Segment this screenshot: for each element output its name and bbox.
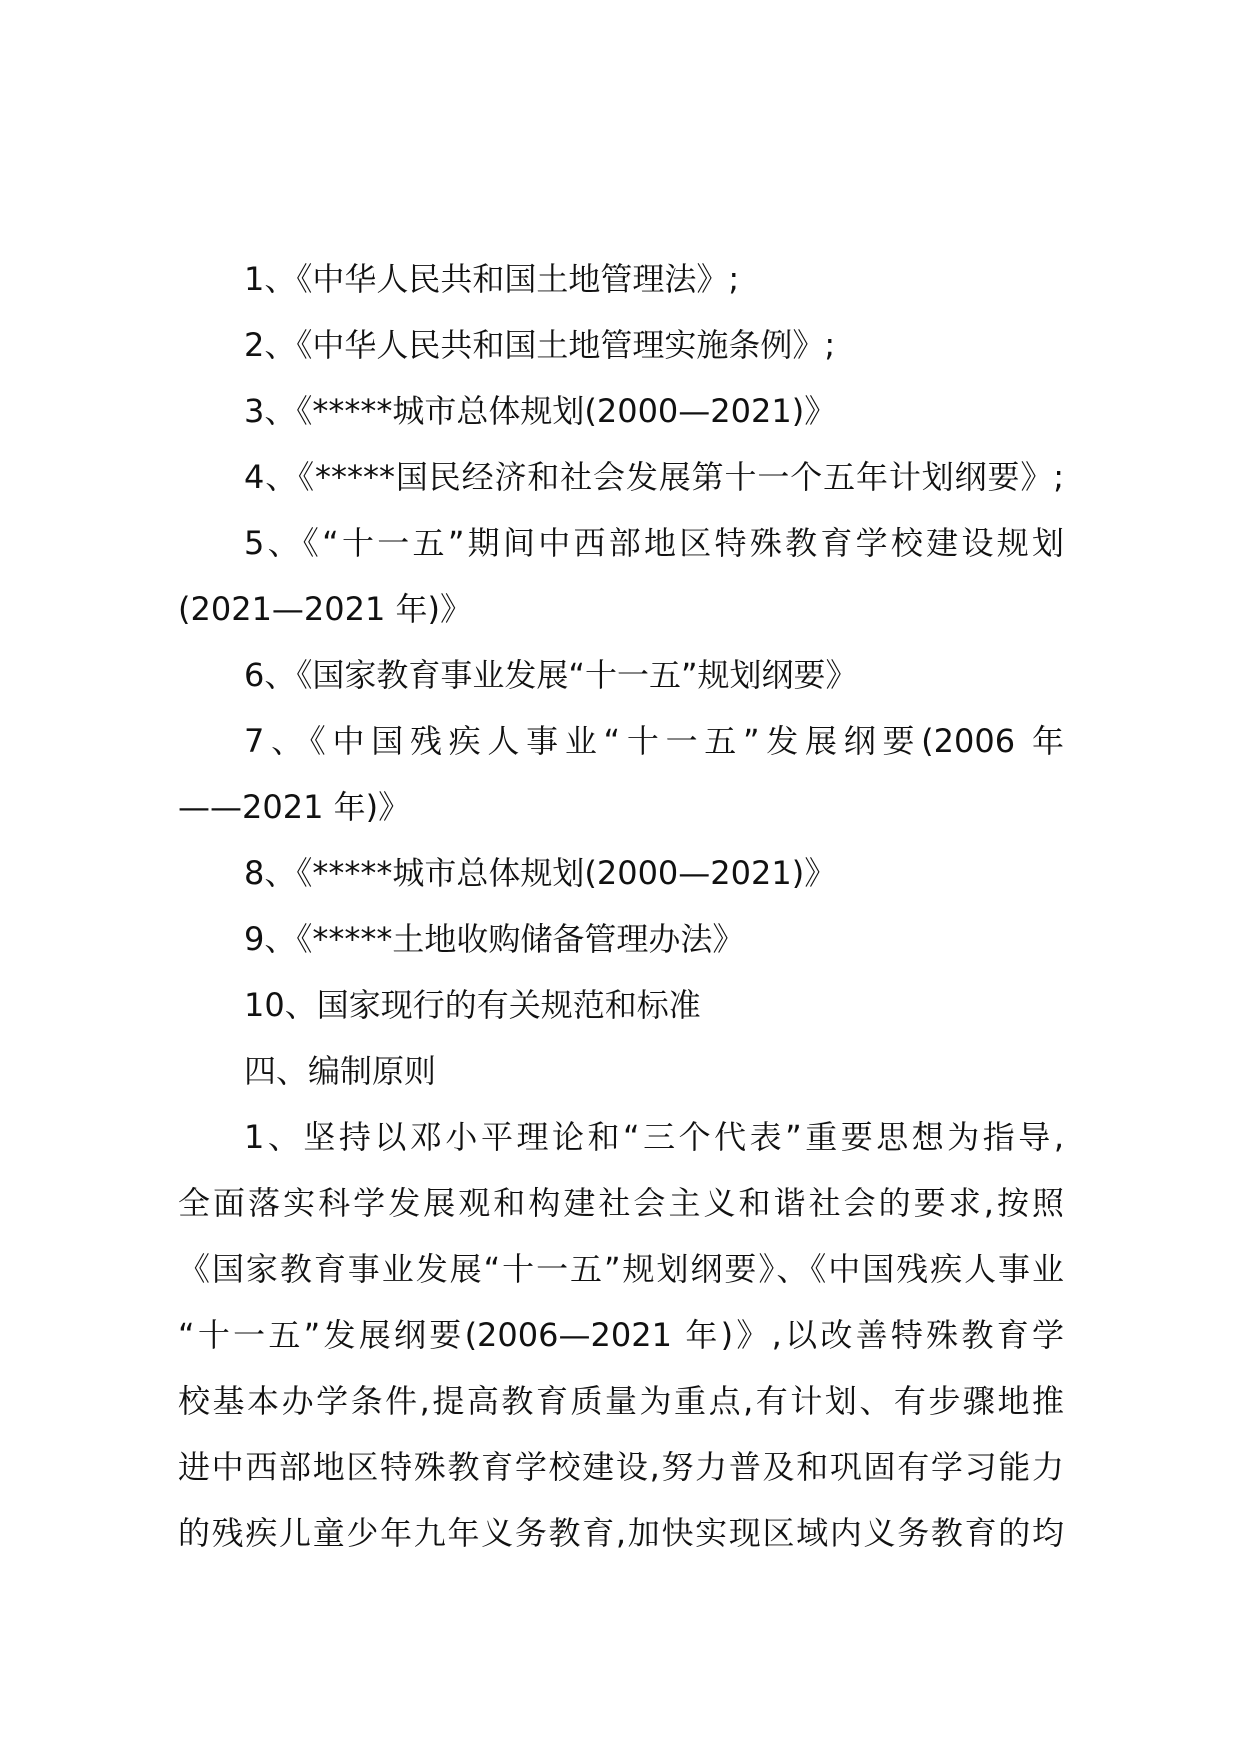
reference-item-1: 1、《中华人民共和国土地管理法》; [244, 260, 740, 298]
reference-item-3: 3、《*****城市总体规划(2000—2021)》 [244, 392, 837, 430]
principle-paragraph-line: 全面落实科学发展观和构建社会主义和谐社会的要求,按照 [178, 1184, 1064, 1222]
reference-item-6: 6、《国家教育事业发展“十一五”规划纲要》 [244, 656, 858, 694]
principle-paragraph-line: “十一五”发展纲要(2006—2021 年)》,以改善特殊教育学 [178, 1316, 1064, 1354]
reference-item-7: 7、《中国残疾人事业“十一五”发展纲要(2006 年 [244, 722, 1064, 760]
principle-paragraph-line: 《国家教育事业发展“十一五”规划纲要》、《中国残疾人事业 [178, 1250, 1064, 1288]
reference-item-7-continued: ——2021 年)》 [178, 788, 411, 826]
principle-paragraph-line: 进中西部地区特殊教育学校建设,努力普及和巩固有学习能力 [178, 1448, 1064, 1486]
reference-item-9: 9、《*****土地收购储备管理办法》 [244, 920, 745, 958]
document-body [178, 246, 1064, 1566]
section-heading: 四、编制原则 [244, 1052, 437, 1090]
reference-item-5: 5、《“十一五”期间中西部地区特殊教育学校建设规划 [244, 524, 1064, 562]
principle-paragraph-line: 校基本办学条件,提高教育质量为重点,有计划、有步骤地推 [178, 1382, 1064, 1420]
principle-paragraph-line: 的残疾儿童少年九年义务教育,加快实现区域内义务教育的均 [178, 1514, 1064, 1552]
reference-item-8: 8、《*****城市总体规划(2000—2021)》 [244, 854, 837, 892]
reference-item-2: 2、《中华人民共和国土地管理实施条例》; [244, 326, 836, 364]
reference-item-4: 4、《*****国民经济和社会发展第十一个五年计划纲要》; [244, 458, 1064, 496]
reference-item-5-continued: (2021—2021 年)》 [178, 590, 473, 628]
reference-item-10: 10、国家现行的有关规范和标准 [244, 986, 701, 1024]
principle-paragraph-line: 1、坚持以邓小平理论和“三个代表”重要思想为指导, [244, 1118, 1064, 1156]
